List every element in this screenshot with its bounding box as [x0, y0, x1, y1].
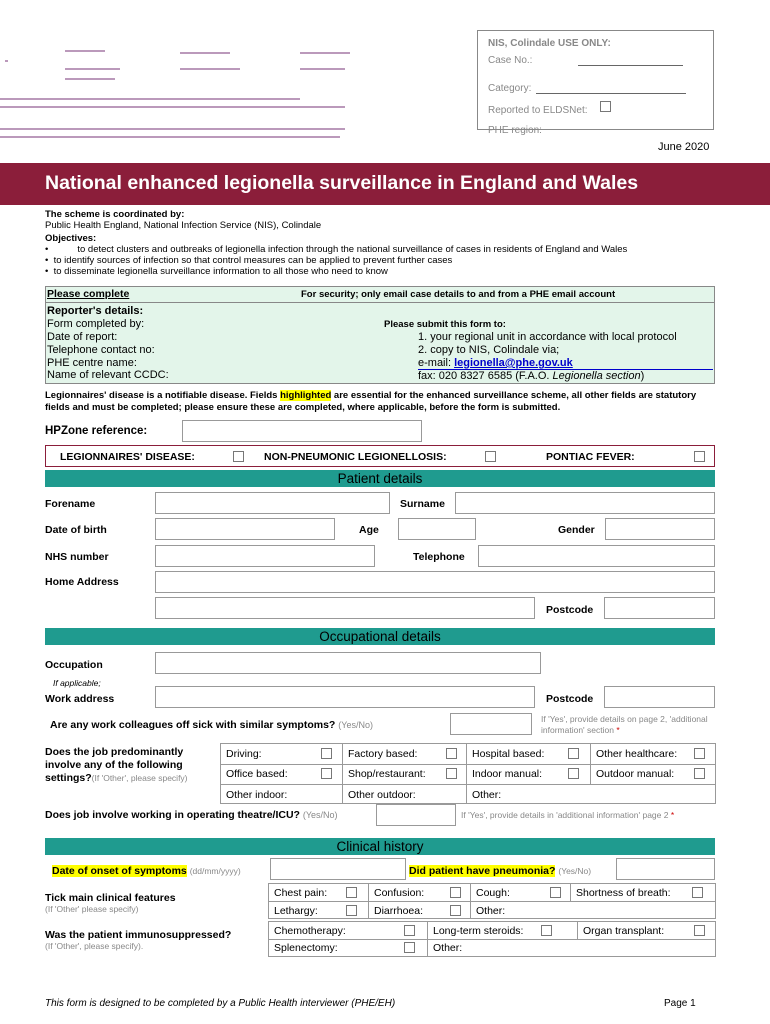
- setting-factory: Factory based:: [348, 748, 418, 760]
- hpzone-label: HPZone reference:: [45, 425, 148, 437]
- setting-factory-checkbox[interactable]: [446, 748, 457, 759]
- gender-label: Gender: [558, 524, 595, 536]
- reporter-box: [45, 286, 715, 384]
- home-address-label: Home Address: [45, 576, 119, 588]
- security-note: For security; only email case details to and from a PHE email account: [301, 289, 616, 300]
- home-postcode-label: Postcode: [546, 604, 594, 616]
- reported-eldsnet-label: Reported to ELDSNet:: [488, 105, 588, 116]
- submit-email: e-mail: legionella@phe.gov.uk: [418, 357, 573, 369]
- setting-outdoor-manual: Outdoor manual:: [596, 768, 675, 780]
- legionnaires-checkbox[interactable]: [233, 451, 244, 462]
- work-postcode-label: Postcode: [546, 693, 594, 705]
- feature-cough-checkbox[interactable]: [550, 887, 561, 898]
- case-no-label: Case No.:: [488, 55, 533, 66]
- dob-input[interactable]: [155, 518, 335, 540]
- submit-regional: 1. your regional unit in accordance with local protocol: [418, 331, 677, 343]
- setting-outdoor-manual-checkbox[interactable]: [694, 768, 705, 779]
- setting-other-healthcare: Other healthcare:: [596, 748, 678, 760]
- nis-title: NIS, Colindale USE ONLY:: [488, 38, 611, 49]
- feature-lethargy-checkbox[interactable]: [346, 905, 357, 916]
- feature-chest-pain: Chest pain:: [274, 887, 328, 899]
- immuno-splenectomy: Splenectomy:: [274, 942, 338, 954]
- feature-chest-pain-checkbox[interactable]: [346, 887, 357, 898]
- setting-other-outdoor: Other outdoor:: [348, 789, 416, 801]
- immuno-organ-transplant-checkbox[interactable]: [694, 925, 705, 936]
- clinical-history-heading: Clinical history: [45, 838, 715, 855]
- non-pneumonic-checkbox[interactable]: [485, 451, 496, 462]
- colleagues-question: Are any work colleagues off sick with similar symptoms? (Yes/No): [50, 719, 373, 731]
- surname-input[interactable]: [455, 492, 715, 514]
- theatre-question: Does job involve working in operating theatre/ICU? (Yes/No): [45, 809, 338, 821]
- setting-driving-checkbox[interactable]: [321, 748, 332, 759]
- patient-details-heading: Patient details: [45, 470, 715, 487]
- page-number: Page 1: [664, 998, 696, 1009]
- telephone-label: Telephone: [413, 551, 465, 563]
- immuno-chemotherapy-checkbox[interactable]: [404, 925, 415, 936]
- home-address-input-2[interactable]: [155, 597, 535, 619]
- feature-shortness-of-breath: Shortness of breath:: [576, 887, 671, 899]
- if-applicable: If applicable;: [53, 678, 101, 688]
- setting-hospital-checkbox[interactable]: [568, 748, 579, 759]
- page-title: National enhanced legionella surveillance in England and Wales: [45, 172, 639, 194]
- setting-other-indoor: Other indoor:: [226, 789, 288, 801]
- age-input[interactable]: [398, 518, 476, 540]
- setting-indoor-manual: Indoor manual:: [472, 768, 543, 780]
- forename-label: Forename: [45, 498, 96, 510]
- forename-input[interactable]: [155, 492, 390, 514]
- job-question-2: involve any of the following: [45, 759, 183, 771]
- pneumonia-label: Did patient have pneumonia? (Yes/No): [409, 865, 592, 877]
- logo-area: [0, 40, 350, 150]
- immuno-steroids: Long-term steroids:: [433, 925, 524, 937]
- home-postcode-input[interactable]: [604, 597, 715, 619]
- hpzone-input[interactable]: [182, 420, 422, 442]
- feature-other: Other:: [476, 905, 506, 917]
- nis-use-only-box: [477, 30, 714, 136]
- immuno-note: (If 'Other', please specify).: [45, 941, 144, 951]
- dob-label: Date of birth: [45, 524, 107, 536]
- setting-indoor-manual-checkbox[interactable]: [568, 768, 579, 779]
- theatre-input[interactable]: [376, 804, 456, 826]
- theatre-note: If 'Yes', provide details in 'additional information' page 2 *: [461, 810, 675, 820]
- occupational-heading: Occupational details: [45, 628, 715, 645]
- form-completed-by: Form completed by:: [47, 318, 145, 330]
- ccdc-name: Name of relevant CCDC:: [47, 369, 169, 381]
- pneumonia-input[interactable]: [616, 858, 715, 880]
- feature-cough: Cough:: [476, 887, 510, 899]
- objectives-heading: Objectives:: [45, 233, 97, 244]
- immuno-steroids-checkbox[interactable]: [541, 925, 552, 936]
- occupation-input[interactable]: [155, 652, 541, 674]
- form-date: June 2020: [658, 141, 710, 153]
- immuno-splenectomy-checkbox[interactable]: [404, 942, 415, 953]
- colleagues-input[interactable]: [450, 713, 532, 735]
- gender-input[interactable]: [605, 518, 715, 540]
- pontiac-checkbox[interactable]: [694, 451, 705, 462]
- home-address-input-1[interactable]: [155, 571, 715, 593]
- coordinated-body: Public Health England, National Infection Service (NIS), Colindale: [45, 220, 322, 231]
- objective-1: • to detect clusters and outbreaks of legionella infection through the national surveillance of cases in residents of England and Wales: [45, 244, 628, 255]
- immuno-other: Other:: [433, 942, 463, 954]
- immuno-chemotherapy: Chemotherapy:: [274, 925, 346, 937]
- features-label: Tick main clinical features: [45, 892, 176, 904]
- phe-centre-name: PHE centre name:: [47, 357, 137, 369]
- notifiable-notice: Legionnaires' disease is a notifiable disease. Fields highlighted are essential for the enhanced surveillance scheme, all other fields are statutory fields and must be completed; please ensure these are completed, where applicable, before the form is submitted.: [45, 390, 697, 413]
- age-label: Age: [359, 524, 379, 536]
- feature-confusion: Confusion:: [374, 887, 425, 899]
- objective-2: • to identify sources of infection so that control measures can be applied to prevent further cases: [45, 255, 453, 266]
- setting-hospital: Hospital based:: [472, 748, 545, 760]
- work-address-input[interactable]: [155, 686, 535, 708]
- submit-nis: 2. copy to NIS, Colindale via;: [418, 344, 560, 356]
- work-postcode-input[interactable]: [604, 686, 715, 708]
- coordinated-heading: The scheme is coordinated by:: [45, 209, 185, 220]
- nhs-label: NHS number: [45, 551, 109, 563]
- setting-office-checkbox[interactable]: [321, 768, 332, 779]
- submit-fax: fax: 020 8327 6585 (F.A.O. Legionella section): [418, 370, 645, 382]
- feature-diarrhoea: Diarrhoea:: [374, 905, 424, 917]
- setting-office: Office based:: [226, 768, 288, 780]
- phe-region-label: PHE region:: [488, 125, 542, 136]
- setting-other-healthcare-checkbox[interactable]: [694, 748, 705, 759]
- setting-shop: Shop/restaurant:: [348, 768, 426, 780]
- immuno-label: Was the patient immunosuppressed?: [45, 929, 232, 941]
- job-question-3: settings?(If 'Other', please specify): [45, 772, 188, 784]
- setting-shop-checkbox[interactable]: [446, 768, 457, 779]
- onset-label: Date of onset of symptoms (dd/mm/yyyy): [52, 865, 241, 877]
- feature-confusion-checkbox[interactable]: [450, 887, 461, 898]
- non-pneumonic-label: NON-PNEUMONIC LEGIONELLOSIS:: [264, 451, 447, 463]
- features-note: (If 'Other' please specify): [45, 904, 139, 914]
- feature-lethargy: Lethargy:: [274, 905, 318, 917]
- occupation-label: Occupation: [45, 659, 103, 671]
- setting-other: Other:: [472, 789, 502, 801]
- immuno-organ-transplant: Organ transplant:: [583, 925, 665, 937]
- pontiac-label: PONTIAC FEVER:: [546, 451, 635, 463]
- category-label: Category:: [488, 83, 532, 94]
- surname-label: Surname: [400, 498, 445, 510]
- footer-note: This form is designed to be completed by a Public Health interviewer (PHE/EH): [45, 998, 396, 1009]
- legionnaires-label: LEGIONNAIRES' DISEASE:: [60, 451, 195, 463]
- nhs-input[interactable]: [155, 545, 375, 567]
- objective-3: • to disseminate legionella surveillance information to all those who need to know: [45, 266, 388, 277]
- telephone-input[interactable]: [478, 545, 715, 567]
- date-of-report: Date of report:: [47, 331, 118, 343]
- feature-diarrhoea-checkbox[interactable]: [450, 905, 461, 916]
- submit-heading: Please submit this form to:: [384, 319, 506, 330]
- email-link[interactable]: legionella@phe.gov.uk: [454, 357, 573, 369]
- colleagues-note: If 'Yes', provide details on page 2, 'additional information' section *: [541, 714, 708, 735]
- please-complete: Please complete: [47, 288, 130, 300]
- job-question-1: Does the job predominantly: [45, 746, 184, 758]
- reporter-heading: Reporter's details:: [47, 305, 144, 317]
- feature-shortness-of-breath-checkbox[interactable]: [692, 887, 703, 898]
- work-address-label: Work address: [45, 693, 115, 705]
- title-banner: [0, 163, 770, 205]
- setting-driving: Driving:: [226, 748, 262, 760]
- reported-eldsnet-checkbox[interactable]: [600, 101, 611, 112]
- onset-input[interactable]: [270, 858, 406, 880]
- telephone-contact: Telephone contact no:: [47, 344, 155, 356]
